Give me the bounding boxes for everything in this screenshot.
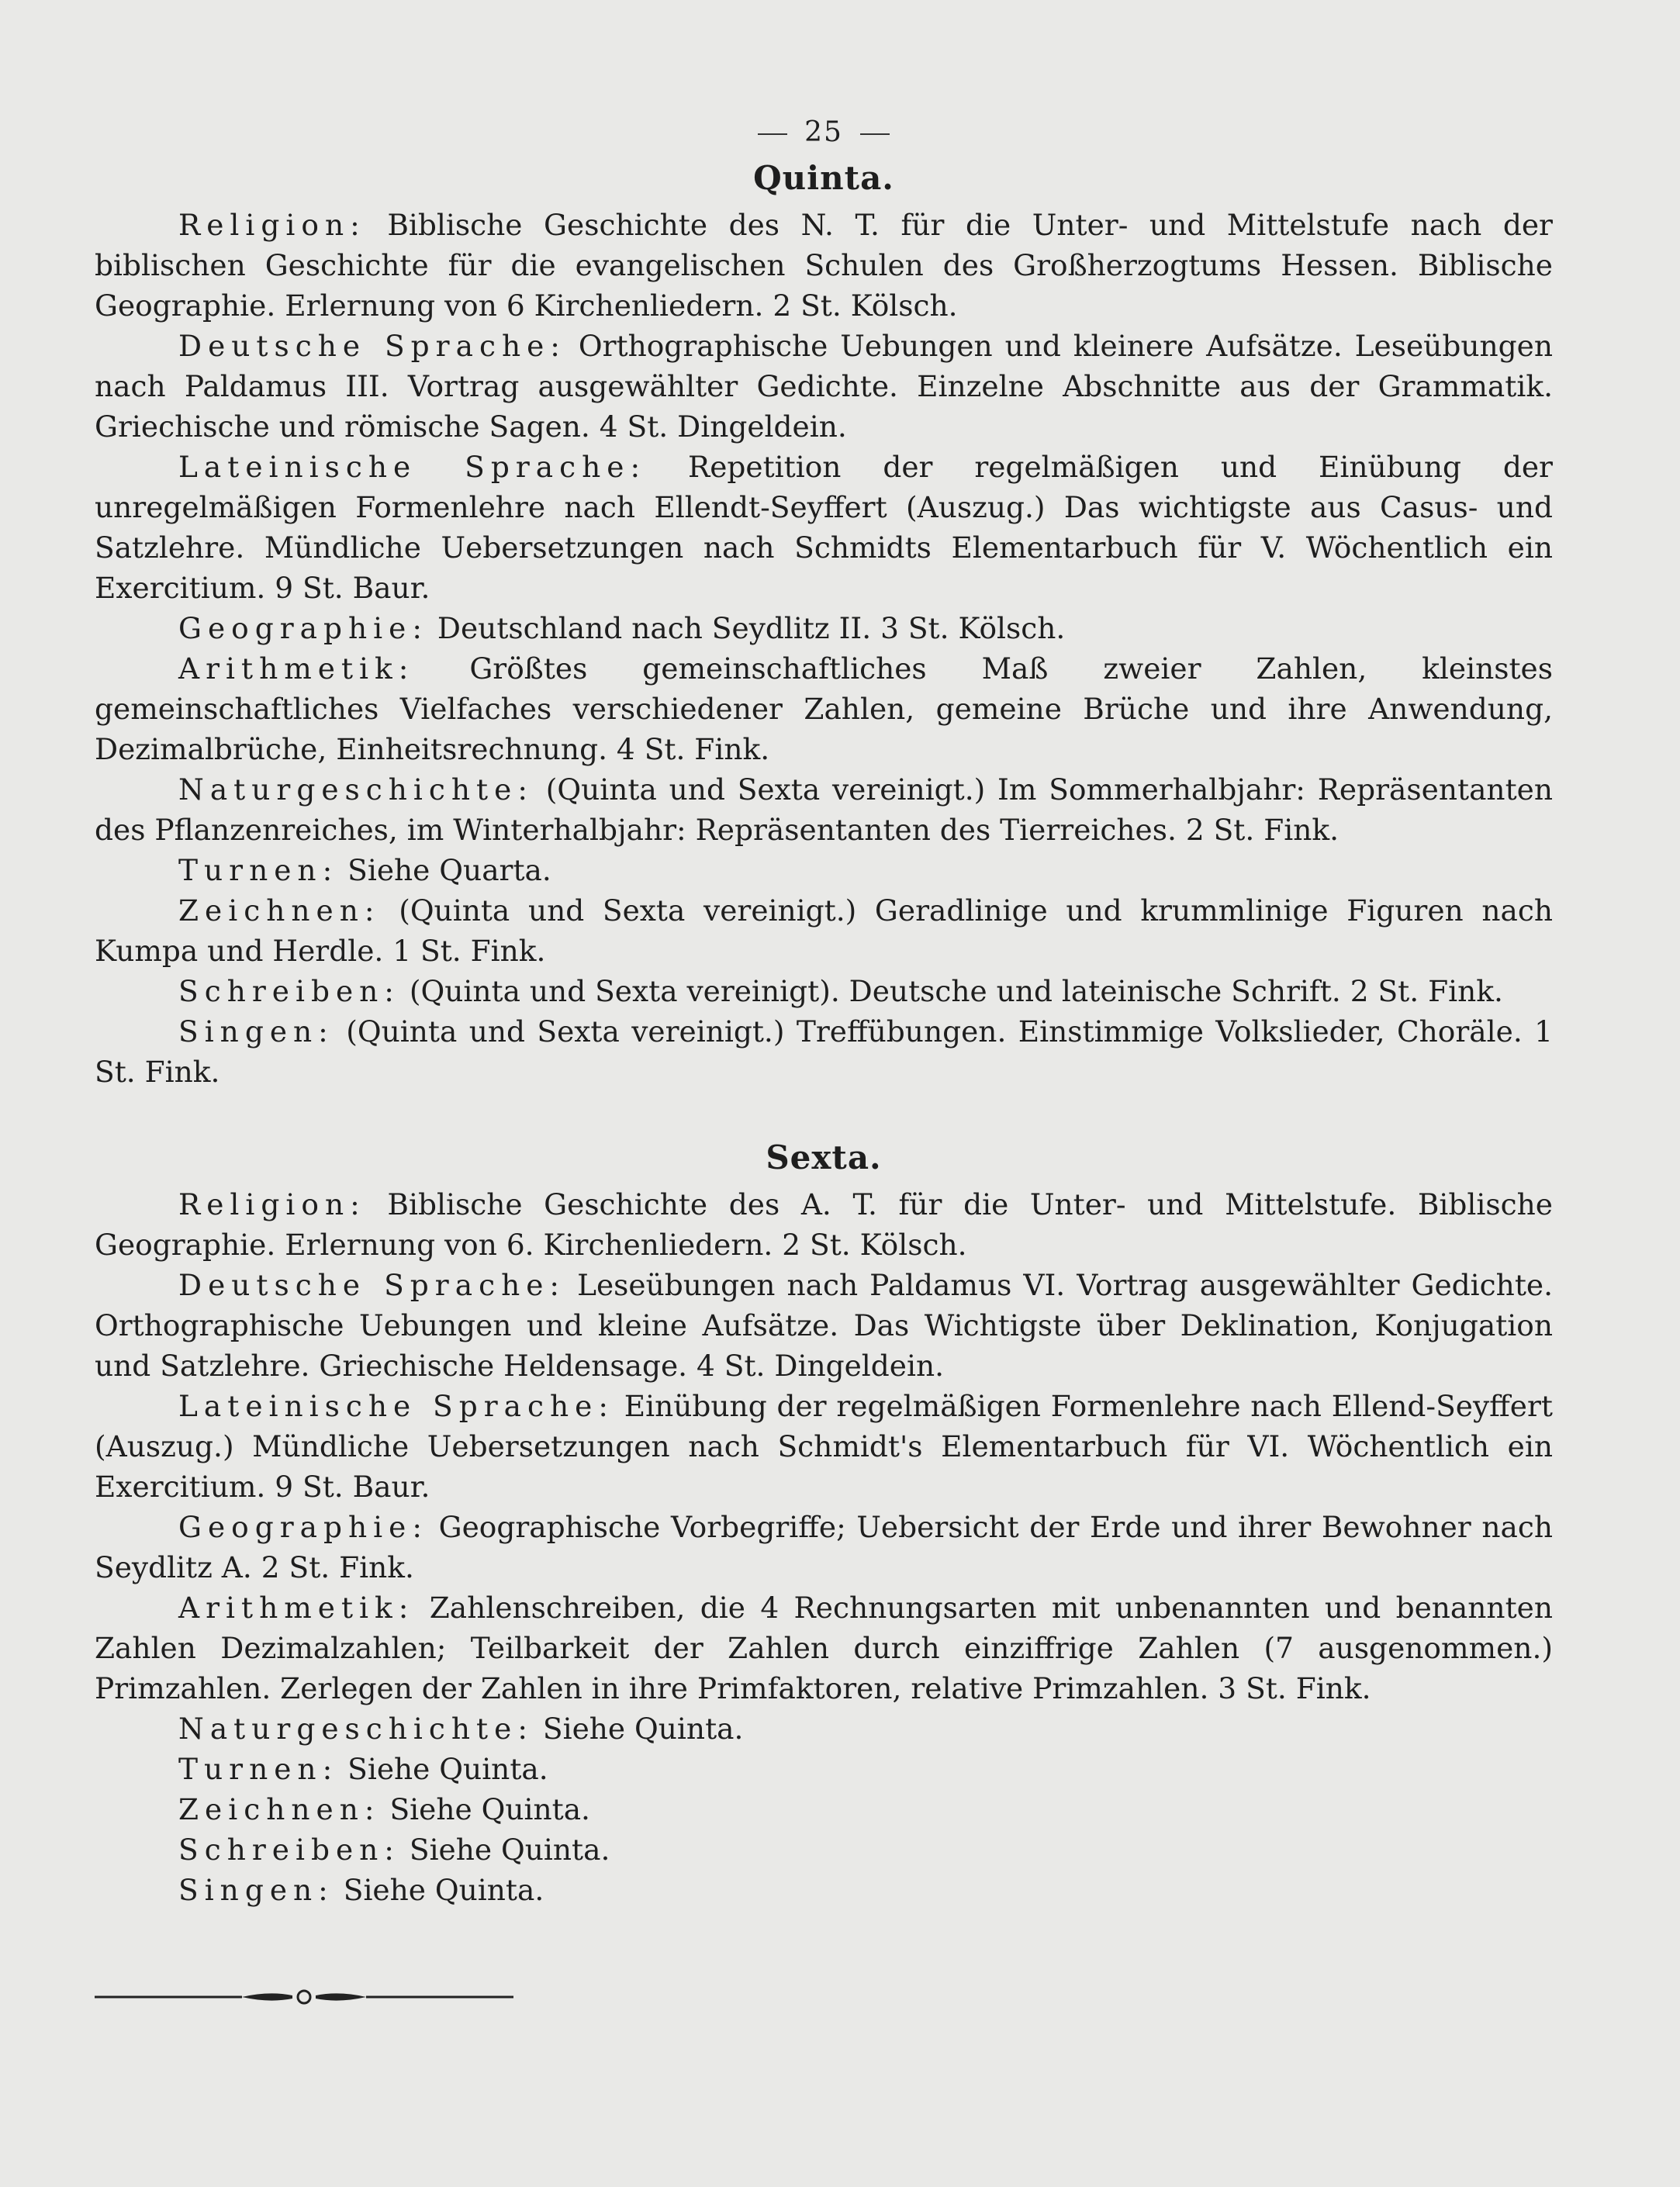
entry-text: Leseübungen nach Paldamus VI. Vortrag ausgewählter Gedichte. Orthographische Uebungen und kleine Aufsätze. Das Wichtigste über Deklination, Konjugation und Satzlehre. Griechische Heldensage. 4 St. Dingeldein. — [95, 1268, 1553, 1383]
sexta-schreiben — [95, 1829, 1553, 1870]
subject-label: Schreiben: — [178, 1833, 400, 1867]
entry-text: Zahlenschreiben, die 4 Rechnungsarten mit unbenannten und benannten Zahlen Dezimalzahlen; Teilbarkeit der Zahlen durch einziffrige Zahlen (7 ausgenommen.) Primzahlen. Zerlegen der Zahlen in ihre Primfaktoren, relative Primzahlen. 3 St. Fink. — [95, 1591, 1553, 1705]
entry-text: Geographische Vorbegriffe; Uebersicht der Erde und ihrer Bewohner nach Seydlitz A. 2 St. Fink. — [95, 1510, 1553, 1584]
sexta-lateinische-sprache — [95, 1386, 1553, 1507]
section-sexta — [95, 1138, 1553, 1910]
sexta-singen — [95, 1870, 1553, 1910]
quinta-lateinische-sprache — [95, 447, 1553, 608]
entry-text: (Quinta und Sexta vereinigt.) Im Sommerhalbjahr: Repräsentanten des Pflanzenreiches, im Winterhalbjahr: Repräsentanten des Tierreiches. 2 St. Fink. — [95, 772, 1553, 847]
subject-label: Naturgeschichte: — [178, 772, 534, 807]
entry-text: Größtes gemeinschaftliches Maß zweier Zahlen, kleinstes gemeinschaftliches Vielfaches verschiedener Zahlen, gemeine Brüche und ihre Anwendung, Dezimalbrüche, Einheitsrechnung. 4 St. Fink. — [95, 651, 1553, 766]
subject-label: Zeichnen: — [178, 1792, 381, 1826]
entry-text: Siehe Quinta. — [338, 1752, 548, 1786]
subject-label: Schreiben: — [178, 974, 400, 1008]
page-number-header — [95, 116, 1553, 148]
subject-label: Geographie: — [178, 1510, 428, 1544]
entry-text: Siehe Quinta. — [399, 1833, 610, 1867]
entry-text: Einübung der regelmäßigen Formenlehre nach Ellend-Seyffert (Auszug.) Mündliche Uebersetzungen nach Schmidt's Elementarbuch für VI. Wöchentlich ein Exercitium. 9 St. Baur. — [95, 1389, 1553, 1504]
sexta-arithmetik — [95, 1588, 1553, 1708]
subject-label: Arithmetik: — [178, 1591, 415, 1625]
subject-label: Singen: — [178, 1873, 334, 1907]
dash-right — [860, 133, 890, 135]
quinta-arithmetik — [95, 648, 1553, 769]
entry-text: (Quinta und Sexta vereinigt.) Geradlinige und krummlinige Figuren nach Kumpa und Herdle. 1 St. Fink. — [95, 893, 1553, 968]
entry-text: Siehe Quarta. — [338, 853, 551, 887]
entry-text: Siehe Quinta. — [533, 1712, 744, 1746]
subject-label: Lateinische Sprache: — [178, 1389, 614, 1423]
section-title-sexta: Sexta. — [766, 1138, 882, 1176]
subject-label: Turnen: — [178, 1752, 339, 1786]
entry-text: Biblische Geschichte des N. T. für die Unter- und Mittelstufe nach der biblischen Geschichte für die evangelischen Schulen des Großherzogtums Hessen. Biblische Geographie. Erlernung von 6 Kirchenliedern. 2 St. Kölsch. — [95, 208, 1553, 323]
decorative-rule-ornament — [95, 1981, 513, 2013]
subject-label: Deutsche Sprache: — [178, 329, 566, 363]
quinta-turnen — [95, 850, 1553, 890]
entry-text: (Quinta und Sexta vereinigt). Deutsche und lateinische Schrift. 2 St. Fink. — [399, 974, 1503, 1008]
sexta-zeichnen — [95, 1789, 1553, 1829]
sexta-naturgeschichte — [95, 1708, 1553, 1749]
quinta-deutsche-sprache — [95, 326, 1553, 447]
subject-label: Zeichnen: — [178, 893, 381, 928]
sexta-religion — [95, 1184, 1553, 1265]
entry-text: Siehe Quinta. — [334, 1873, 544, 1907]
quinta-religion — [95, 205, 1553, 326]
entry-text: (Quinta und Sexta vereinigt.) Treffübungen. Einstimmige Volkslieder, Choräle. 1 St. Fink. — [95, 1014, 1553, 1089]
page-number: 25 — [804, 116, 843, 148]
section-title-quinta: Quinta. — [753, 159, 894, 197]
entry-text: Siehe Quinta. — [380, 1792, 590, 1826]
entry-text: Orthographische Uebungen und kleinere Aufsätze. Leseübungen nach Paldamus III. Vortrag ausgewählter Gedichte. Einzelne Abschnitte aus der Grammatik. Griechische und römische Sagen. 4 St. Dingeldein. — [95, 329, 1553, 444]
subject-label: Lateinische Sprache: — [178, 450, 647, 484]
quinta-geographie — [95, 608, 1553, 648]
sexta-geographie — [95, 1507, 1553, 1588]
dash-left — [758, 133, 787, 135]
quinta-singen — [95, 1011, 1553, 1092]
subject-label: Religion: — [178, 208, 366, 242]
quinta-naturgeschichte — [95, 769, 1553, 850]
document-page — [95, 116, 1553, 2016]
quinta-zeichnen — [95, 890, 1553, 971]
subject-label: Geographie: — [178, 611, 428, 645]
entry-text: Biblische Geschichte des A. T. für die Unter- und Mittelstufe. Biblische Geographie. Erlernung von 6. Kirchenliedern. 2 St. Kölsch. — [95, 1187, 1553, 1262]
section-quinta — [95, 159, 1553, 1092]
subject-label: Deutsche Sprache: — [178, 1268, 566, 1302]
entry-text: Repetition der regelmäßigen und Einübung der unregelmäßigen Formenlehre nach Ellendt-Seyffert (Auszug.) Das wichtigste aus Casus- und Satzlehre. Mündliche Uebersetzungen nach Schmidts Elementarbuch für V. Wöchentlich ein Exercitium. 9 St. Baur. — [95, 450, 1553, 605]
quinta-schreiben — [95, 971, 1553, 1011]
sexta-turnen — [95, 1749, 1553, 1789]
subject-label: Naturgeschichte: — [178, 1712, 534, 1746]
subject-label: Religion: — [178, 1187, 366, 1221]
entry-text: Deutschland nach Seydlitz II. 3 St. Kölsch. — [428, 611, 1066, 645]
subject-label: Singen: — [178, 1014, 334, 1049]
sexta-deutsche-sprache — [95, 1265, 1553, 1386]
subject-label: Turnen: — [178, 853, 339, 887]
subject-label: Arithmetik: — [178, 651, 415, 686]
